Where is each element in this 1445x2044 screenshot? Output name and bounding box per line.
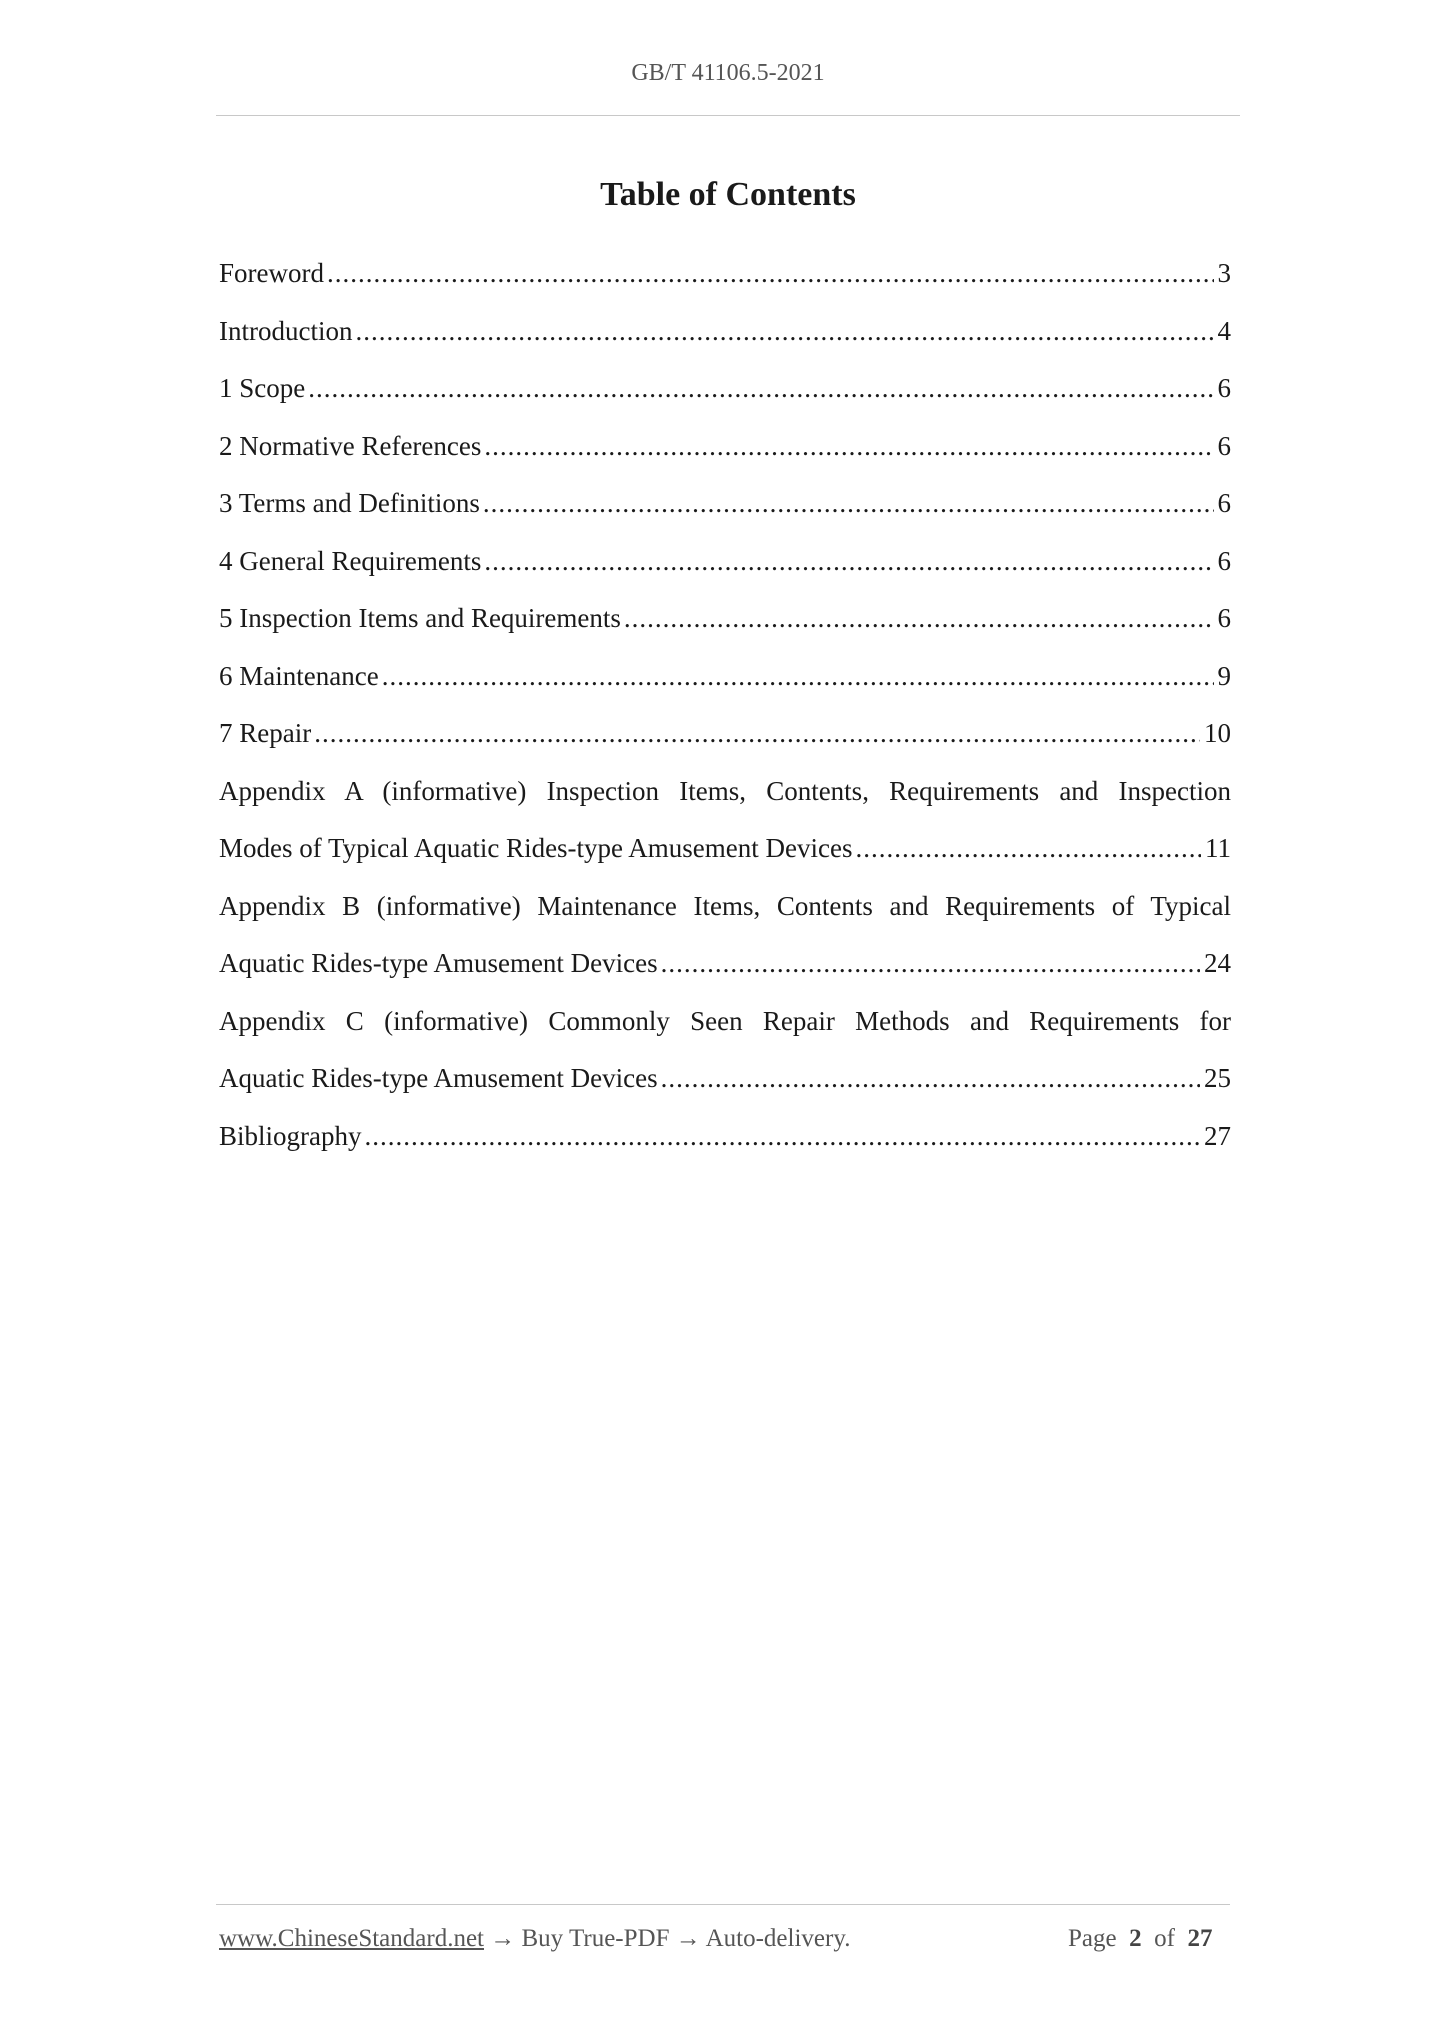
toc-entry-page: 27 [1204,1120,1231,1151]
toc-leader-dots [382,648,1214,706]
toc-entry-page: 3 [1217,258,1231,288]
toc-entry-title: Foreword [219,258,324,288]
toc-entry-maintenance[interactable] [219,648,1231,706]
toc-entry-title: 1 Scope [219,373,306,403]
toc-entry-title-line1: Appendix C (informative) Commonly Seen Repair Methods and Requirements for [219,1005,1231,1036]
toc-entry-inspection-items[interactable] [219,590,1231,648]
toc-entry-page: 6 [1217,488,1231,518]
toc-leader-dots [314,705,1200,763]
toc-entry-title-line2: Aquatic Rides-type Amusement Devices [219,948,658,978]
toc-entry-foreword[interactable] [219,245,1231,303]
toc-entry-title: 2 Normative References [219,430,482,461]
toc-entry-page: 10 [1204,718,1231,748]
toc-leader-dots [484,533,1213,591]
toc-leader-dots [856,820,1202,878]
toc-entry-title: 3 Terms and Definitions [219,488,480,518]
toc-leader-dots [661,935,1200,993]
toc-entry-title-line2: Modes of Typical Aquatic Rides-type Amusement Devices [219,833,853,863]
header-divider [216,115,1240,116]
toc-entry-page: 4 [1217,315,1231,346]
toc-entry-appendix-b[interactable] [219,878,1231,993]
toc-entry-title-line1: Appendix B (informative) Maintenance Items, Contents and Requirements of Typical [219,890,1231,921]
toc-entry-page: 6 [1217,373,1231,403]
toc-entry-introduction[interactable] [219,303,1231,361]
toc-leader-dots [483,475,1214,533]
toc-entry-page: 25 [1204,1063,1231,1093]
toc-entry-normative-references[interactable] [219,418,1231,476]
toc-leader-dots [365,1108,1201,1166]
toc-entry-title: Introduction [219,315,353,346]
toc-entry-title-line2: Aquatic Rides-type Amusement Devices [219,1063,658,1093]
toc-entry-title: 5 Inspection Items and Requirements [219,603,621,633]
total-pages: 27 [1187,1925,1213,1952]
toc-leader-dots [624,590,1214,648]
toc-entry-page: 6 [1217,603,1231,633]
website-link[interactable]: www.ChineseStandard.net [219,1925,484,1952]
toc-leader-dots [355,303,1213,361]
buy-pdf-text: Buy True-PDF [521,1925,670,1952]
of-label: of [1154,1925,1175,1952]
toc-entry-bibliography[interactable] [219,1108,1231,1166]
toc-entry-page: 6 [1217,430,1231,461]
toc-entry-terms-definitions[interactable] [219,475,1231,533]
toc-leader-dots [484,418,1213,476]
page-title: Table of Contents [600,176,856,213]
toc-entry-title: 6 Maintenance [219,660,379,691]
toc-entry-page: 24 [1204,948,1231,978]
page-label: Page [1068,1925,1117,1952]
toc-entry-title: 7 Repair [219,718,312,748]
toc-entry-title: 4 General Requirements [219,545,482,576]
toc-entry-repair[interactable] [219,705,1231,763]
toc-entry-page: 9 [1217,660,1231,691]
footer-promo [219,1925,850,1953]
toc-entry-appendix-a[interactable] [219,763,1231,878]
arrow-right-icon: → [675,1925,701,1952]
toc-entry-general-requirements[interactable] [219,533,1231,591]
arrow-right-icon: → [490,1925,516,1952]
current-page: 2 [1129,1925,1142,1952]
toc-entry-appendix-c[interactable] [219,993,1231,1108]
toc-entry-page: 11 [1205,833,1231,863]
auto-delivery-text: Auto-delivery. [705,1925,851,1952]
footer-divider [216,1904,1230,1905]
toc-entry-title: Bibliography [219,1120,362,1151]
document-id-header: GB/T 41106.5-2021 [631,60,825,86]
toc-leader-dots [308,360,1213,418]
page-number [1068,1925,1212,1953]
toc-leader-dots [327,245,1214,303]
toc-entry-page: 6 [1217,545,1231,576]
toc-leader-dots [661,1050,1200,1108]
toc-entry-title-line1: Appendix A (informative) Inspection Items, Contents, Requirements and Inspection [219,775,1231,806]
table-of-contents [219,245,1231,1165]
toc-entry-scope[interactable] [219,360,1231,418]
